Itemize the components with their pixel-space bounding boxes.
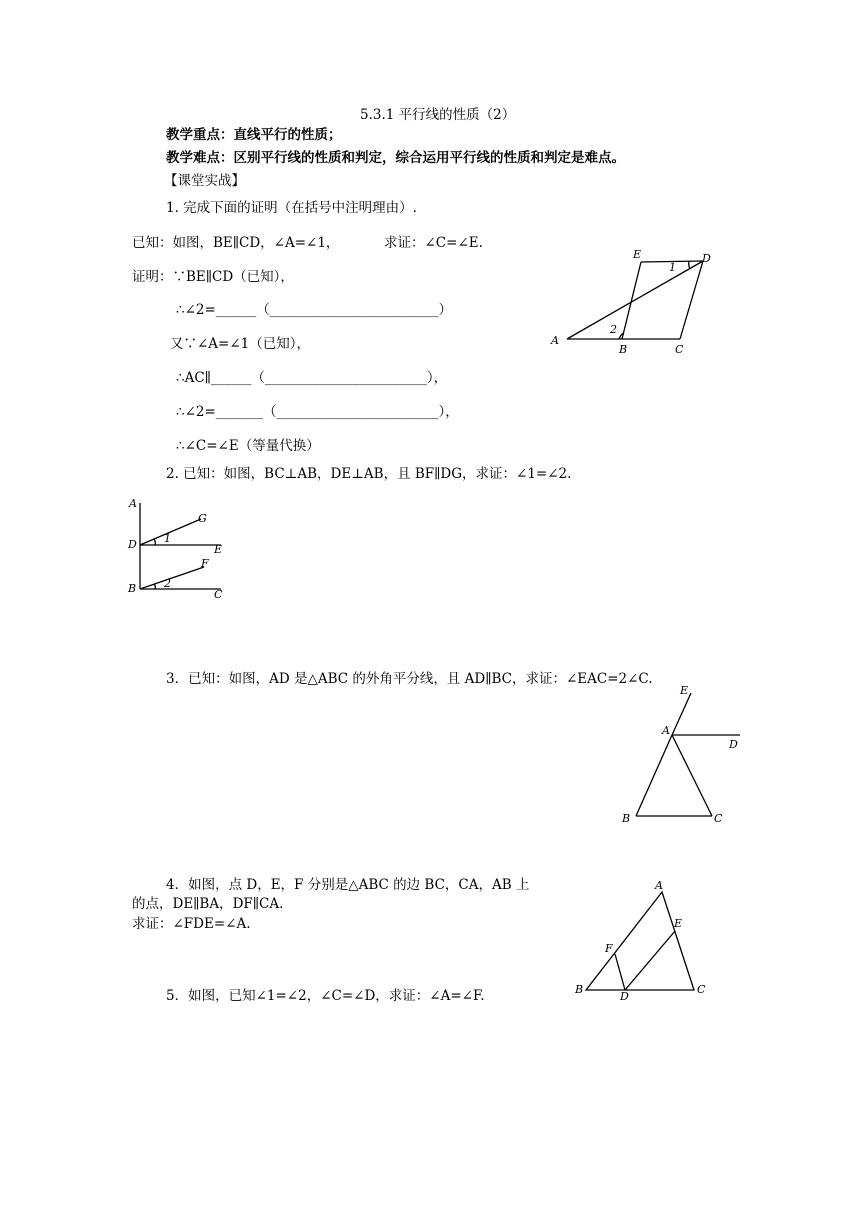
q1-step: ∴∠C=∠E（等量代换） (176, 438, 320, 454)
q1-angle-2: 2 (610, 323, 617, 336)
q1-angle-1-arc (689, 261, 690, 269)
teaching-focus: 教学重点：直线平行的性质； (166, 127, 342, 143)
q1-given: 已知：如图，BE∥CD，∠A=∠1， (132, 235, 340, 251)
q3-figure (618, 682, 748, 827)
q1-prove: 求证：∠C=∠E. (384, 235, 483, 251)
q2-figure (126, 497, 236, 602)
q3-label-e: E (680, 684, 689, 697)
q1-angle-1: 1 (669, 261, 676, 274)
q1-line-be (622, 262, 641, 339)
q3-line-ac (672, 735, 712, 816)
teaching-difficulty: 教学难点：区别平行线的性质和判定，综合运用平行线的性质和判定是难点。 (166, 150, 625, 166)
q4-label-c: C (697, 983, 706, 996)
q3-line-ab (636, 735, 672, 816)
q4-label-f: F (605, 942, 613, 955)
q4-triangle-abc (586, 892, 694, 990)
q1-step: 又∵∠A=∠1（已知）， (170, 336, 311, 352)
q4-label-d: D (620, 990, 629, 1003)
q3-label-d: D (729, 738, 738, 751)
q1-label-a: A (551, 334, 559, 347)
section-heading: 【课堂实战】 (164, 173, 245, 189)
q2-label-c: C (214, 588, 223, 601)
q1-step: 证明：∵BE∥CD（已知）， (132, 269, 294, 285)
q4-label-e: E (674, 917, 683, 930)
q1-figure (545, 245, 735, 360)
page-title: 5.3.1 平行线的性质（2） (360, 107, 516, 123)
q4-label-b: B (575, 983, 584, 996)
q2-label-g: G (198, 512, 207, 525)
q2-label-e: E (214, 543, 223, 556)
q2-line-bf (140, 567, 204, 589)
q2-label-a: A (129, 497, 137, 510)
q2-label-b: B (128, 582, 137, 595)
q1-step: ∴∠2=______（_________________________） (176, 302, 453, 318)
q3-line-ae (672, 693, 691, 735)
q1-line-ad (567, 261, 703, 339)
q2-prompt: 2. 已知：如图，BC⊥AB，DE⊥AB，且 BF∥DG，求证：∠1=∠2. (166, 466, 572, 482)
q1-label-e: E (633, 248, 642, 261)
q1-label-d: D (702, 252, 711, 265)
q2-angle-2-arc (154, 584, 155, 589)
q4-line-df (615, 954, 625, 990)
q2-angle-1: 1 (164, 532, 171, 545)
q1-label-b: B (619, 343, 628, 356)
q4-line-3: 求证：∠FDE=∠A. (132, 916, 251, 932)
q1-prompt: 1. 完成下面的证明（在括号中注明理由）. (166, 200, 417, 216)
q2-label-f: F (201, 557, 209, 570)
q3-label-b: B (622, 812, 631, 825)
q4-line-1: 4．如图，点 D，E，F 分别是△ABC 的边 BC，CA，AB 上 (166, 877, 530, 893)
q4-line-2: 的点，DE∥BA，DF∥CA. (132, 896, 284, 912)
q1-label-c: C (675, 343, 684, 356)
q3-label-c: C (714, 812, 723, 825)
q3-label-a: A (662, 724, 670, 737)
q5-prompt: 5．如图，已知∠1=∠2，∠C=∠D，求证：∠A=∠F. (166, 988, 485, 1004)
q2-label-d: D (128, 538, 137, 551)
q4-line-de (625, 931, 675, 990)
q2-angle-1-arc (154, 539, 155, 545)
q4-label-a: A (655, 879, 663, 892)
q1-step: ∴AC∥______（________________________）， (176, 370, 448, 386)
q2-angle-2: 2 (164, 577, 171, 590)
q4-figure (570, 876, 715, 1006)
q1-step: ∴∠2=_______（________________________）， (176, 404, 459, 420)
q3-prompt: 3．已知：如图，AD 是△ABC 的外角平分线，且 AD∥BC，求证：∠EAC=2∠C. (166, 671, 653, 687)
